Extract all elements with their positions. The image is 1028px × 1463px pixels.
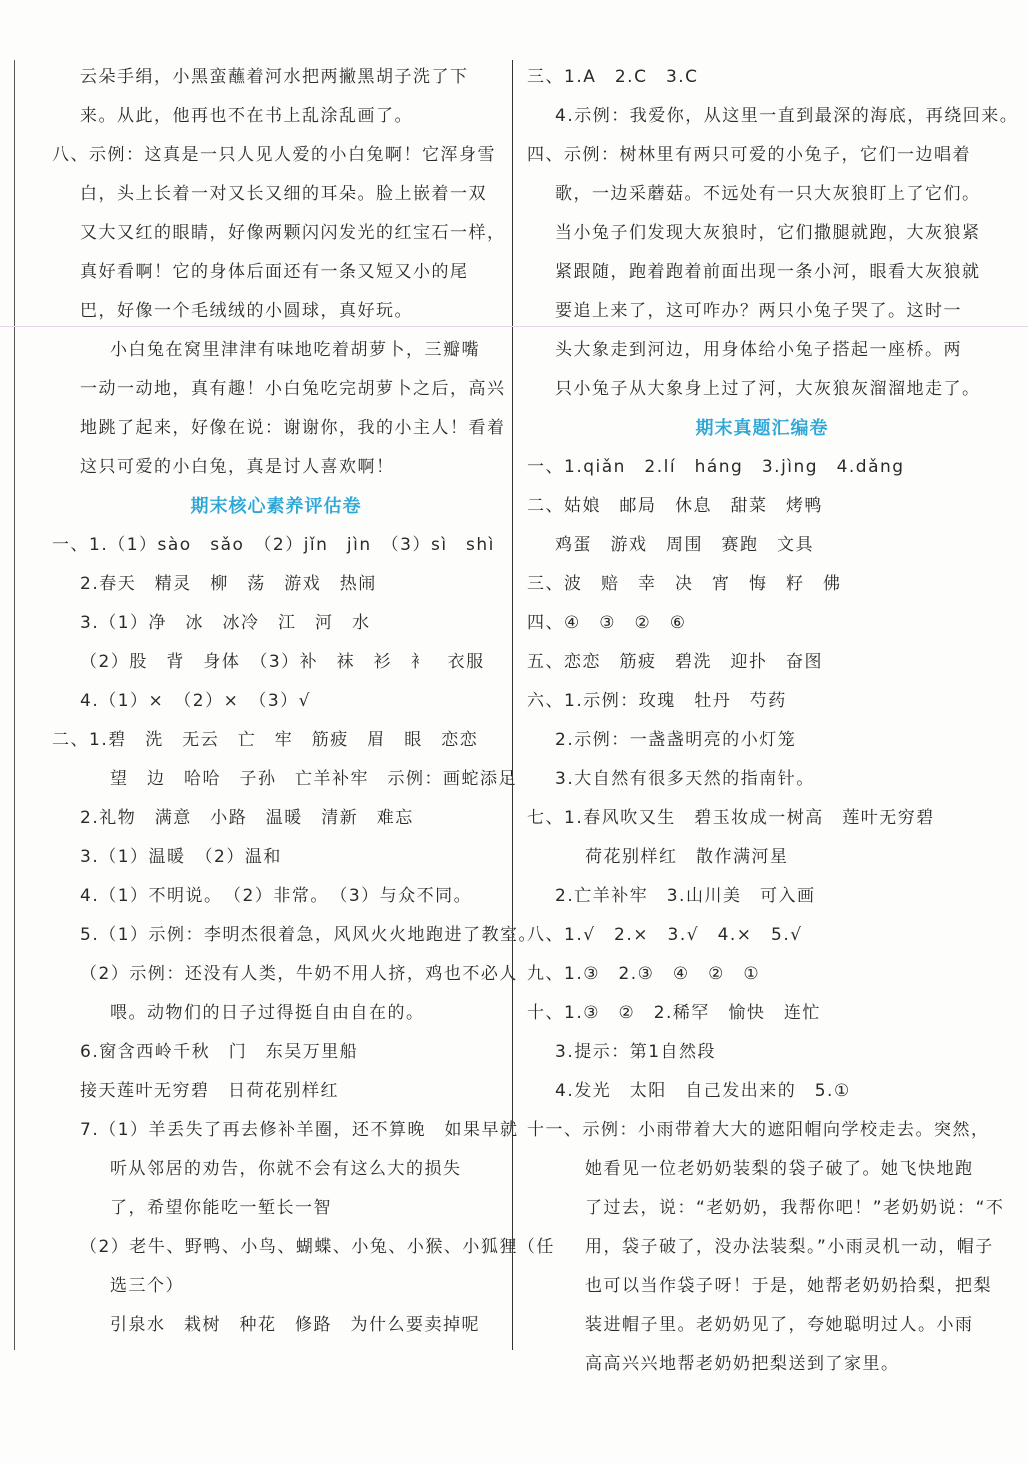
right-column: [527, 58, 1019, 1384]
answer-line: 二、姑娘 邮局 休息 甜菜 烤鸭: [527, 496, 823, 516]
answer-line: 又大又红的眼睛，好像两颗闪闪发光的红宝石一样，: [80, 223, 506, 243]
answer-line: 地跳了起来，好像在说：谢谢你，我的小主人！看着: [80, 418, 506, 438]
answer-line: 4.（1）不明说。 （2）非常。 （3）与众不同。: [80, 886, 473, 906]
answer-line: 小白兔在窝里津津有味地吃着胡萝卜，三瓣嘴: [110, 340, 480, 360]
answer-line: 六、1.示例：玫瑰 牡丹 芍药: [527, 691, 787, 711]
answer-line: 要追上来了，这可咋办？两只小兔子哭了。这时一: [555, 301, 962, 321]
answer-line: 十一、示例：小雨带着大大的遮阳帽向学校走去。突然，: [527, 1120, 990, 1140]
page-edge-line: [14, 60, 15, 1350]
answer-line: 3.（1）净 冰 冰冷 江 河 水: [80, 613, 371, 633]
column-divider: [512, 60, 513, 1350]
answer-line: 七、1.春风吹又生 碧玉妆成一树高 莲叶无穷碧: [527, 808, 935, 828]
left-column: [52, 58, 555, 1345]
answer-line: 装进帽子里。老奶奶见了，夸她聪明过人。小雨: [585, 1315, 974, 1335]
answer-line: 只小兔子从大象身上过了河，大灰狼灰溜溜地走了。: [555, 379, 981, 399]
answer-line: 来。从此，他再也不在书上乱涂乱画了。: [80, 106, 413, 126]
answer-line: 3.提示：第1自然段: [555, 1042, 717, 1062]
section-heading: 期末真题汇编卷: [695, 418, 829, 439]
answer-line: 真好看啊！它的身体后面还有一条又短又小的尾: [80, 262, 469, 282]
answer-line: 九、1.③ 2.③ ④ ② ①: [527, 964, 761, 984]
answer-line: 这只可爱的小白兔，真是讨人喜欢啊！: [80, 457, 395, 477]
answer-line: 引泉水 栽树 种花 修路 为什么要卖掉呢: [110, 1315, 480, 1335]
answer-line: 八、示例：这真是一只人见人爱的小白兔啊！它浑身雪: [52, 145, 496, 165]
answer-line: 歌，一边采蘑菇。不远处有一只大灰狼盯上了它们。: [555, 184, 981, 204]
answer-line: 一动一动地，真有趣！小白兔吃完胡萝卜之后，高兴: [80, 379, 506, 399]
answer-line: 她看见一位老奶奶装梨的袋子破了。她飞快地跑: [585, 1159, 974, 1179]
answer-line: 也可以当作袋子呀！于是，她帮老奶奶拾梨，把梨: [585, 1276, 992, 1296]
answer-line: 了，希望你能吃一堑长一智: [110, 1198, 332, 1218]
answer-line: 接天莲叶无穷碧 日荷花别样红: [80, 1081, 339, 1101]
answer-line: 八、1.√ 2.× 3.√ 4.× 5.√: [527, 925, 803, 945]
answer-line: 三、1.A 2.C 3.C: [527, 67, 699, 87]
answer-line: 白，头上长着一对又长又细的耳朵。脸上嵌着一双: [80, 184, 487, 204]
answer-line: 紧跟随，跑着跑着前面出现一条小河，眼看大灰狼就: [555, 262, 981, 282]
answer-line: 了过去，说：“老奶奶，我帮你吧！”老奶奶说：“不: [585, 1198, 1005, 1218]
answer-line: 当小兔子们发现大灰狼时，它们撒腿就跑，大灰狼紧: [555, 223, 981, 243]
answer-line: 四、④ ③ ② ⑥: [527, 613, 687, 633]
answer-line: 二、1.碧 洗 无云 亡 牢 筋疲 眉 眼 恋恋: [52, 730, 479, 750]
answer-line: 喂。动物们的日子过得挺自由自在的。: [110, 1003, 425, 1023]
answer-line: 听从邻居的劝告，你就不会有这么大的损失: [110, 1159, 462, 1179]
answer-line: 巴，好像一个毛绒绒的小圆球，真好玩。: [80, 301, 413, 321]
answer-line: 3.（1）温暖 （2）温和: [80, 847, 282, 867]
answer-line: 四、示例：树林里有两只可爱的小兔子，它们一边唱着: [527, 145, 971, 165]
answer-line: 头大象走到河边，用身体给小兔子搭起一座桥。两: [555, 340, 962, 360]
answer-line: （2）股 背 身体 （3）补 袜 衫 衤 衣服: [80, 652, 485, 672]
answer-line: 2.亡羊补牢 3.山川美 可入画: [555, 886, 816, 906]
answer-line: 三、波 赔 幸 决 宵 悔 籽 佛: [527, 574, 842, 594]
answer-line: 5.（1）示例：李明杰很着急，风风火火地跑进了教室。: [80, 925, 538, 945]
answer-line: 2.礼物 满意 小路 温暖 清新 难忘: [80, 808, 414, 828]
answer-line: 4.发光 太阳 自己发出来的 5.①: [555, 1081, 851, 1101]
answer-line: 2.示例：一盏盏明亮的小灯笼: [555, 730, 797, 750]
answer-line: 4.（1）× （2）× （3）√: [80, 691, 311, 711]
answer-line: 五、恋恋 筋疲 碧洗 迎扑 奋图: [527, 652, 823, 672]
answer-line: 高高兴兴地帮老奶奶把梨送到了家里。: [585, 1354, 900, 1374]
answer-line: 7.（1）羊丢失了再去修补羊圈，还不算晚 如果早就: [80, 1120, 519, 1140]
answer-line: 荷花别样红 散作满河星: [585, 847, 789, 867]
answer-line: 4.示例：我爱你，从这里一直到最深的海底，再绕回来。: [555, 106, 1019, 126]
section-heading: 期末核心素养评估卷: [190, 496, 362, 517]
answer-line: 云朵手绢，小黑蛮蘸着河水把两撇黑胡子洗了下: [80, 67, 469, 87]
answer-line: 2.春天 精灵 柳 荡 游戏 热闹: [80, 574, 377, 594]
answer-line: 望 边 哈哈 子孙 亡羊补牢 示例：画蛇添足: [110, 769, 517, 789]
answer-line: 一、1.qiǎn 2.lí háng 3.jìng 4.dǎng: [527, 457, 905, 477]
answer-line: 十、1.③ ② 2.稀罕 愉快 连忙: [527, 1003, 821, 1023]
answer-line: 选三个）: [110, 1276, 184, 1296]
answer-line: （2）示例：还没有人类，牛奶不用人挤，鸡也不必人: [80, 964, 518, 984]
answer-line: （2）老牛、野鸭、小鸟、蝴蝶、小兔、小猴、小狐狸（任: [80, 1237, 555, 1257]
answer-line: 用，袋子破了，没办法装梨。”小雨灵机一动，帽子: [585, 1237, 994, 1257]
answer-line: 6.窗含西岭千秋 门 东吴万里船: [80, 1042, 359, 1062]
answer-line: 3.大自然有很多天然的指南针。: [555, 769, 815, 789]
answer-line: 一、1.（1）sào sǎo （2）jǐn jìn （3）sì shì: [52, 535, 495, 555]
answer-line: 鸡蛋 游戏 周围 赛跑 文具: [555, 535, 814, 555]
